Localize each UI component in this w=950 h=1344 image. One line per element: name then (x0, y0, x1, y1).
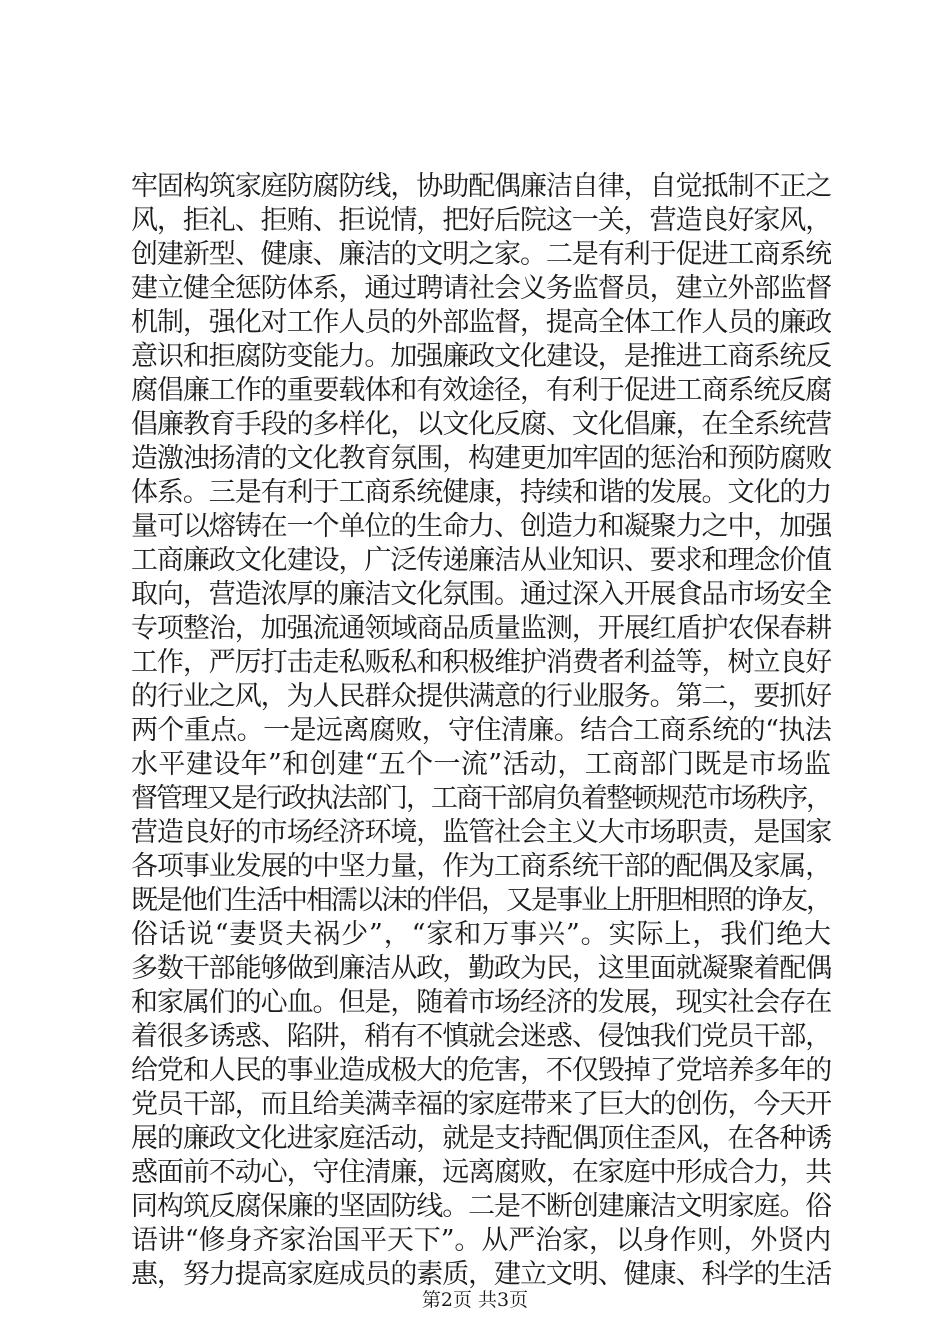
text-line: 惑面前不动心，守住清廉，远离腐败，在家庭中形成合力，共 (131, 1157, 831, 1188)
text-line: 专项整治，加强流通领域商品质量监测，开展红盾护农保春耕 (131, 613, 831, 644)
page-number-label: 第2页 共3页 (421, 1289, 529, 1311)
text-line: 意识和拒腐防变能力。加强廉政文化建设，是推进工商系统反 (131, 341, 831, 372)
text-line: 牢固构筑家庭防腐防线，协助配偶廉洁自律，自觉抵制不正之 (131, 171, 831, 202)
text-line: 督管理又是行政执法部门，工商干部肩负着整顿规范市场秩序， (131, 783, 831, 814)
text-line: 同构筑反腐保廉的坚固防线。二是不断创建廉洁文明家庭。俗 (131, 1191, 831, 1222)
text-line: 风，拒礼、拒贿、拒说情，把好后院这一关，营造良好家风， (131, 205, 831, 236)
text-line: 两个重点。一是远离腐败，守住清廉。结合工商系统的“执法 (131, 715, 831, 746)
text-line: 腐倡廉工作的重要载体和有效途径，有利于促进工商系统反腐 (131, 375, 831, 406)
text-line: 体系。三是有利于工商系统健康，持续和谐的发展。文化的力 (131, 477, 831, 508)
text-line: 倡廉教育手段的多样化，以文化反腐、文化倡廉，在全系统营 (131, 409, 831, 440)
text-line: 工商廉政文化建设，广泛传递廉洁从业知识、要求和理念价值 (131, 545, 831, 576)
text-line: 创建新型、健康、廉洁的文明之家。二是有利于促进工商系统 (131, 239, 831, 270)
text-line: 取向，营造浓厚的廉洁文化氛围。通过深入开展食品市场安全 (131, 579, 831, 610)
text-line: 各项事业发展的中坚力量，作为工商系统干部的配偶及家属， (131, 851, 831, 882)
text-line: 语讲“修身齐家治国平天下”。从严治家，以身作则，外贤内 (131, 1225, 831, 1256)
text-line: 俗话说“妻贤夫祸少”，“家和万事兴”。实际上，我们绝大 (131, 919, 831, 950)
text-line: 和家属们的心血。但是，随着市场经济的发展，现实社会存在 (131, 987, 831, 1018)
text-line: 给党和人民的事业造成极大的危害，不仅毁掉了党培养多年的 (131, 1055, 831, 1086)
text-line: 党员干部，而且给美满幸福的家庭带来了巨大的创伤，今天开 (131, 1089, 831, 1120)
text-line: 的行业之风，为人民群众提供满意的行业服务。第二，要抓好 (131, 681, 831, 712)
text-line: 工作，严厉打击走私贩私和积极维护消费者利益等，树立良好 (131, 647, 831, 678)
text-line: 多数干部能够做到廉洁从政，勤政为民，这里面就凝聚着配偶 (131, 953, 831, 984)
text-line: 建立健全惩防体系，通过聘请社会义务监督员，建立外部监督 (131, 273, 831, 304)
text-line: 惠，努力提高家庭成员的素质，建立文明、健康、科学的生活 (131, 1259, 831, 1290)
text-line: 机制，强化对工作人员的外部监督，提高全体工作人员的廉政 (131, 307, 831, 338)
text-line: 既是他们生活中相濡以沫的伴侣，又是事业上肝胆相照的诤友， (131, 885, 831, 916)
text-line: 量可以熔铸在一个单位的生命力、创造力和凝聚力之中，加强 (131, 511, 831, 542)
text-line: 着很多诱惑、陷阱，稍有不慎就会迷惑、侵蚀我们党员干部， (131, 1021, 831, 1052)
text-line: 营造良好的市场经济环境，监管社会主义大市场职责，是国家 (131, 817, 831, 848)
text-line: 水平建设年”和创建“五个一流”活动，工商部门既是市场监 (131, 749, 831, 780)
text-line: 造激浊扬清的文化教育氛围，构建更加牢固的惩治和预防腐败 (131, 443, 831, 474)
body-text (131, 170, 831, 1292)
page-footer (0, 1288, 950, 1312)
text-line: 展的廉政文化进家庭活动，就是支持配偶顶住歪风，在各种诱 (131, 1123, 831, 1154)
